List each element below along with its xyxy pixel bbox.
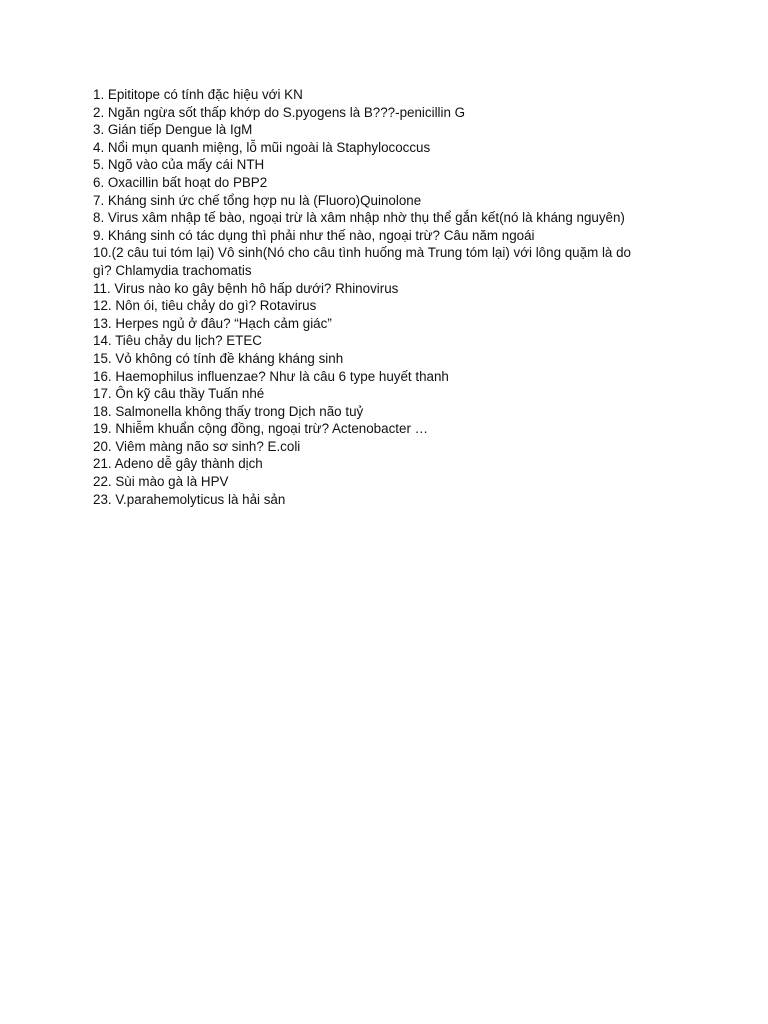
note-line: 9. Kháng sinh có tác dụng thì phải như thế nào, ngoại trừ? Câu năm ngoái [93, 227, 535, 243]
note-line: 7. Kháng sinh ức chế tổng hợp nu là (Fluoro)Quinolone [93, 192, 422, 208]
note-line: 21. Adeno dễ gây thành dịch [93, 456, 263, 472]
note-line: 2. Ngăn ngừa sốt thấp khớp do S.pyogens là B???-penicillin G [93, 104, 466, 120]
notes-list [93, 86, 683, 508]
note-line: 8. Virus xâm nhập tế bào, ngoại trừ là xâm nhập nhờ thụ thể gắn kết(nó là kháng nguyên) [93, 210, 625, 226]
note-line: 18. Salmonella không thấy trong Dịch não tuỷ [93, 403, 364, 419]
note-line: 11. Virus nào ko gây bệnh hô hấp dưới? Rhinovirus [93, 280, 399, 296]
note-line: 4. Nổi mụn quanh miệng, lỗ mũi ngoài là Staphylococcus [93, 139, 431, 155]
note-line: 16. Haemophilus influenzae? Như là câu 6 type huyết thanh [93, 368, 449, 384]
note-line: 14. Tiêu chảy du lịch? ETEC [93, 333, 262, 349]
note-line: 13. Herpes ngủ ở đâu? “Hạch cảm giác” [93, 315, 332, 331]
note-line: 22. Sùi mào gà là HPV [93, 474, 229, 490]
note-line: 12. Nôn ói, tiêu chảy do gì? Rotavirus [93, 298, 317, 314]
note-line: 6. Oxacillin bất hoạt do PBP2 [93, 174, 268, 190]
note-line: 23. V.parahemolyticus là hải sản [93, 491, 286, 507]
note-line: 19. Nhiễm khuẩn cộng đồng, ngoại trừ? Actenobacter … [93, 421, 429, 437]
note-line: 10.(2 câu tui tóm lại) Vô sinh(Nó cho câu tình huống mà Trung tóm lại) với lông quặm là do [93, 245, 631, 261]
note-line: 3. Gián tiếp Dengue là IgM [93, 122, 253, 138]
note-line: 20. Viêm màng não sơ sinh? E.coli [93, 438, 301, 454]
note-line: 17. Ôn kỹ câu thầy Tuấn nhé [93, 386, 265, 402]
note-line: 1. Epititope có tính đặc hiệu với KN [93, 87, 303, 102]
note-line: 5. Ngõ vào của mấy cái NTH [93, 157, 265, 173]
note-line: 15. Vỏ không có tính đề kháng kháng sinh [93, 350, 344, 366]
note-line: gì? Chlamydia trachomatis [93, 262, 252, 278]
